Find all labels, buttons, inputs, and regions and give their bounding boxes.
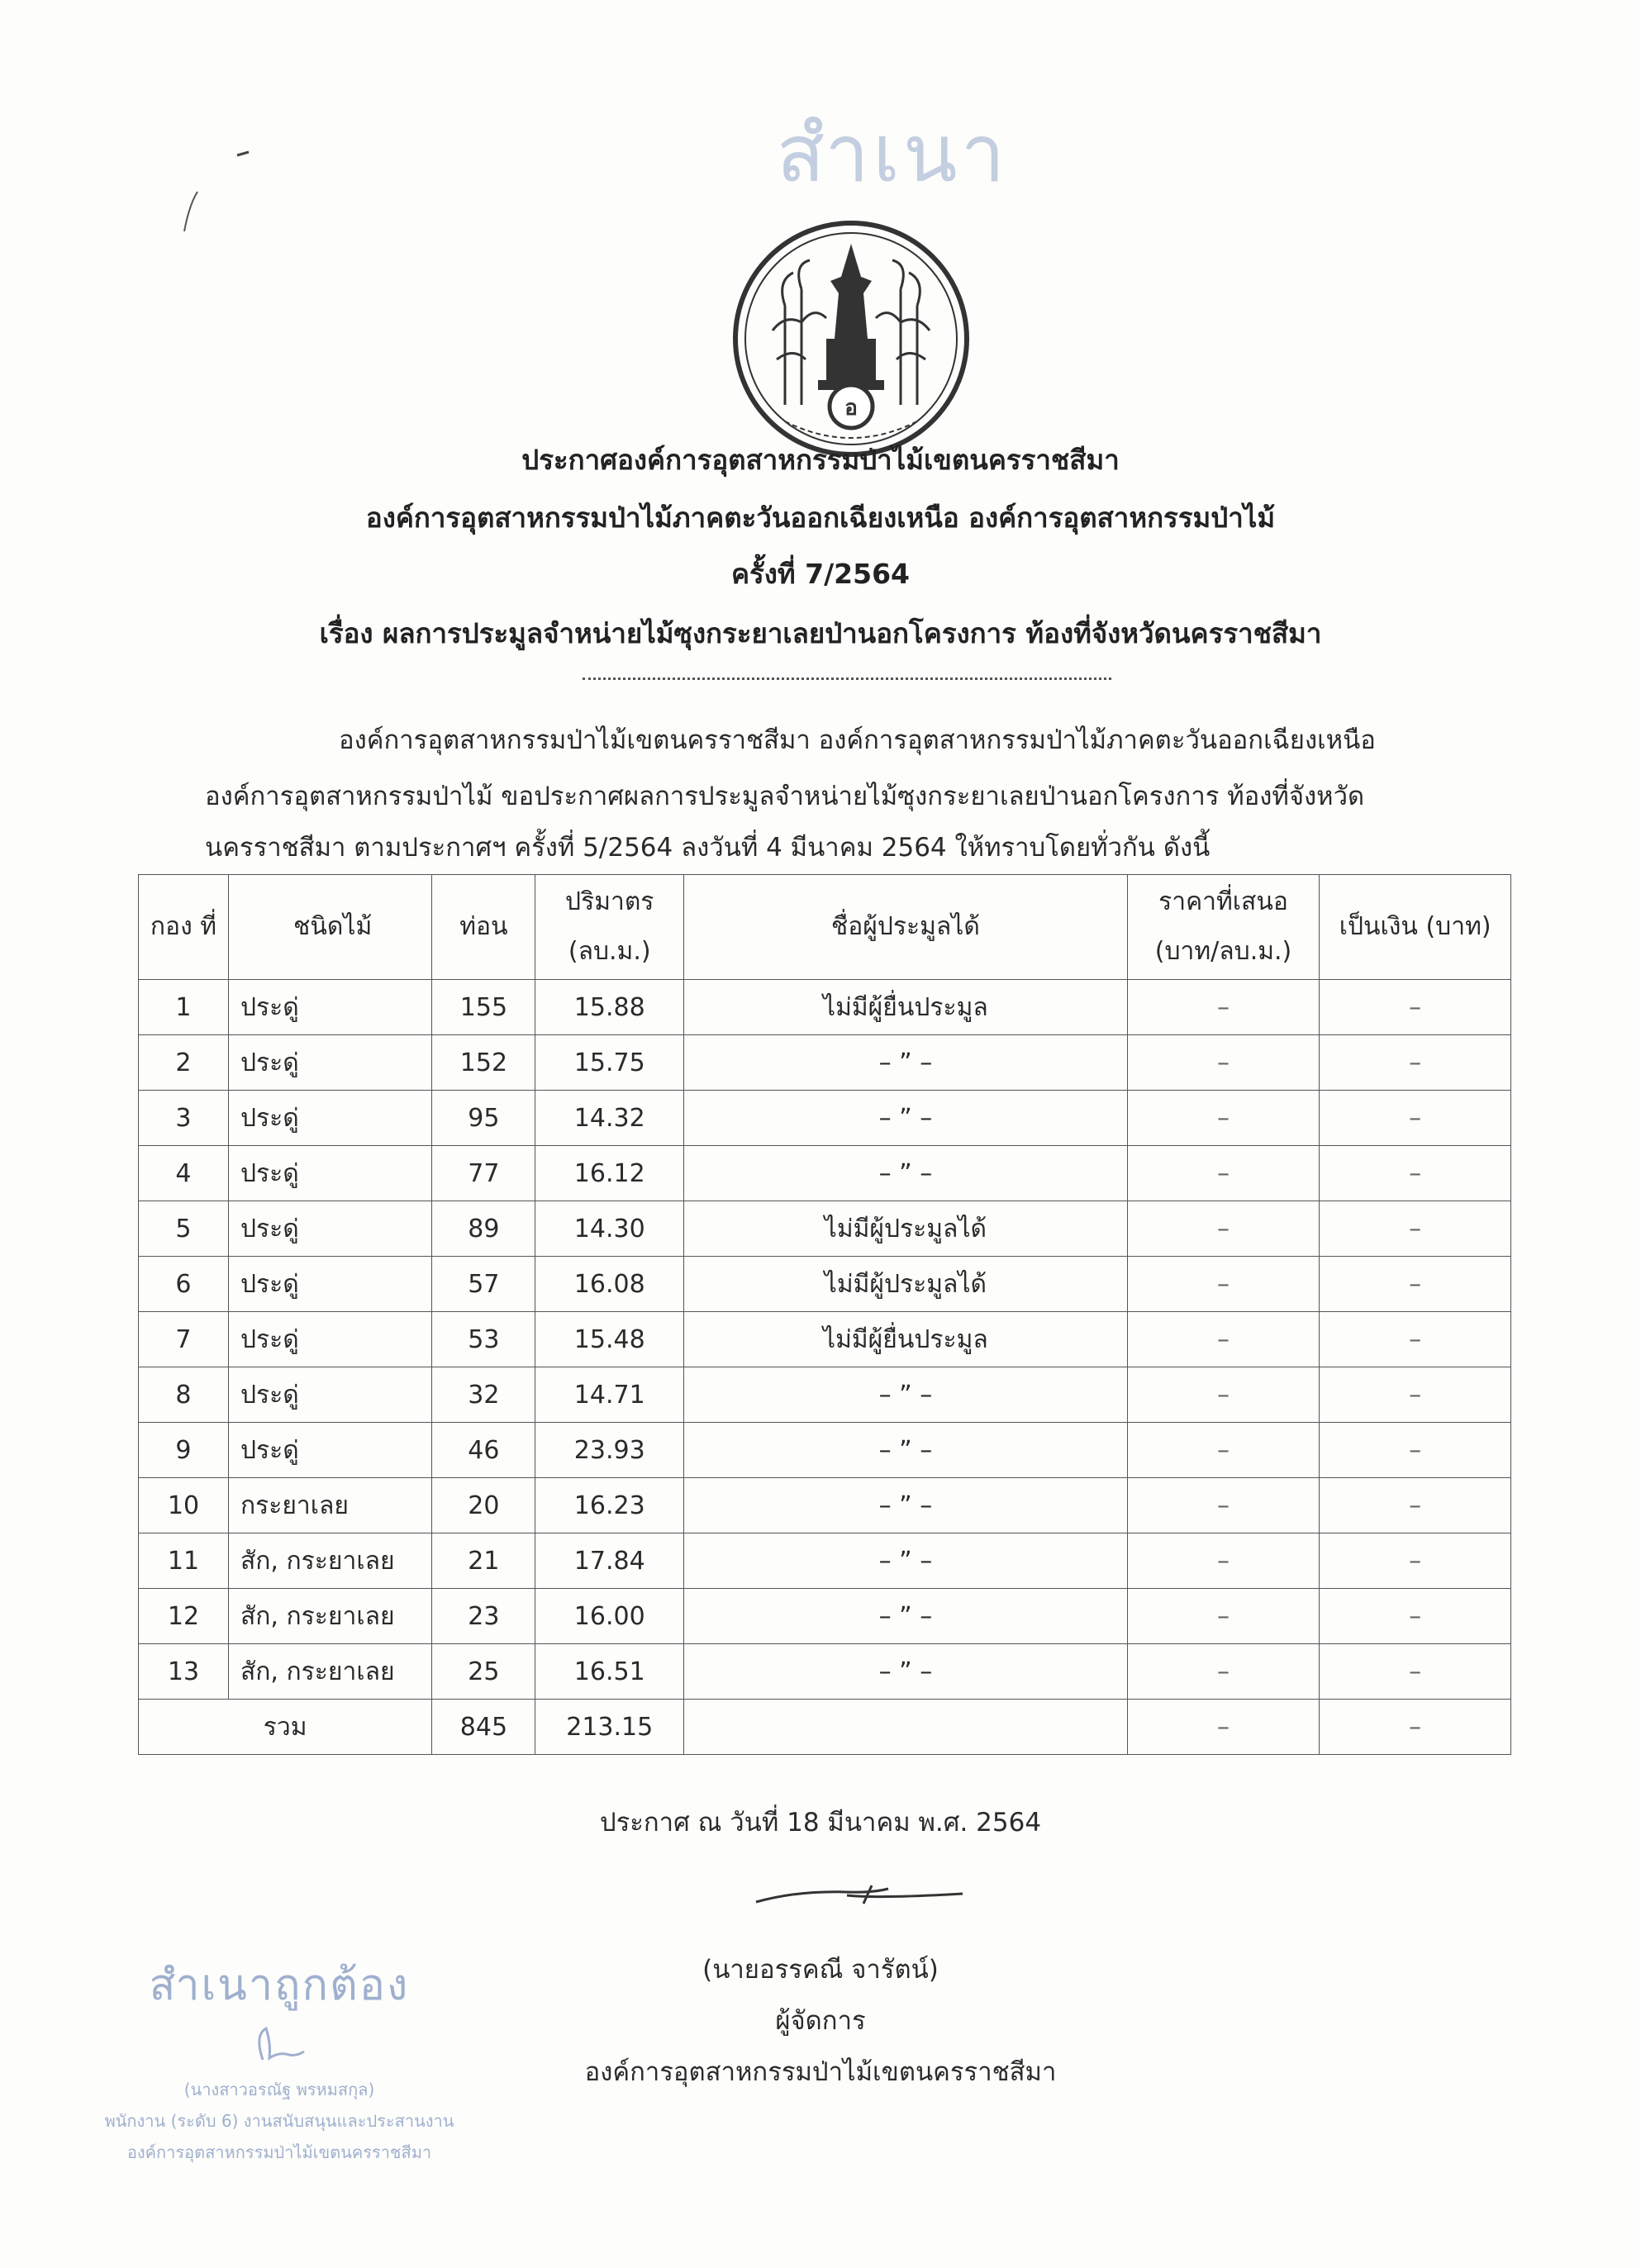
announcement-subject: เรื่อง ผลการประมูลจำหน่ายไม้ซุงกระยาเลยป่านอกโครงการ ท้องที่จังหวัดนครราชสีมา [319, 617, 1322, 649]
cell-bidder: – ” – [684, 1035, 1128, 1091]
cell-no: 3 [139, 1091, 229, 1146]
table-row [139, 1312, 1511, 1367]
auction-results-table [138, 874, 1511, 1755]
signature-icon [748, 1879, 971, 1912]
cell-species: ประดู่ [228, 1423, 431, 1478]
intro-line-2: องค์การอุตสาหกรรมป่าไม้ ขอประกาศผลการประมูลจำหน่ายไม้ซุงกระยาเลยป่านอกโครงการ ท้องที่จังหวัด [205, 782, 1365, 811]
cell-volume: 15.48 [535, 1312, 684, 1367]
header-amount: เป็นเงิน (บาท) [1320, 875, 1511, 980]
cell-species: สัก, กระยาเลย [228, 1644, 431, 1700]
table-header-row [139, 875, 1511, 980]
cell-bidder: – ” – [684, 1367, 1128, 1423]
intro-line-1: องค์การอุตสาหกรรมป่าไม้เขตนครราชสีมา องค์การอุตสาหกรรมป่าไม้ภาคตะวันออกเฉียงเหนือ [339, 725, 1376, 755]
cell-no: 11 [139, 1533, 229, 1589]
stamp-signature-icon [246, 2018, 312, 2068]
cell-volume: 14.71 [535, 1367, 684, 1423]
table-row [139, 1035, 1511, 1091]
cell-no: 9 [139, 1423, 229, 1478]
total-price: – [1127, 1700, 1319, 1755]
table-row [139, 1146, 1511, 1201]
cell-volume: 16.00 [535, 1589, 684, 1644]
cell-price: – [1127, 1035, 1319, 1091]
cell-bidder: – ” – [684, 1533, 1128, 1589]
cell-price: – [1127, 1478, 1319, 1533]
cell-no: 7 [139, 1312, 229, 1367]
cell-pieces: 32 [432, 1367, 535, 1423]
cell-amount: – [1320, 1312, 1511, 1367]
announcement-date: ประกาศ ณ วันที่ 18 มีนาคม พ.ศ. 2564 [599, 1808, 1042, 1838]
cell-amount: – [1320, 980, 1511, 1035]
organization-line: องค์การอุตสาหกรรมป่าไม้ภาคตะวันออกเฉียงเหนือ องค์การอุตสาหกรรมป่าไม้ [365, 502, 1276, 534]
cell-bidder: – ” – [684, 1423, 1128, 1478]
cell-no: 13 [139, 1644, 229, 1700]
cell-bidder: ไม่มีผู้ยื่นประมูล [684, 980, 1128, 1035]
cell-amount: – [1320, 1367, 1511, 1423]
table-row [139, 1478, 1511, 1533]
cell-bidder: – ” – [684, 1478, 1128, 1533]
svg-text:อ: อ [844, 396, 858, 421]
cell-species: สัก, กระยาเลย [228, 1533, 431, 1589]
cell-no: 6 [139, 1257, 229, 1312]
cell-no: 8 [139, 1367, 229, 1423]
table-body [139, 980, 1511, 1700]
cell-species: ประดู่ [228, 1201, 431, 1257]
cell-price: – [1127, 1644, 1319, 1700]
cell-no: 1 [139, 980, 229, 1035]
cell-price: – [1127, 1312, 1319, 1367]
total-pieces: 845 [432, 1700, 535, 1755]
cell-pieces: 23 [432, 1589, 535, 1644]
certified-copy-title: สำเนาถูกต้อง [149, 1961, 410, 2010]
cell-price: – [1127, 1533, 1319, 1589]
ink-mark [235, 149, 252, 160]
cell-volume: 16.12 [535, 1146, 684, 1201]
total-label: รวม [139, 1700, 432, 1755]
intro-line-3: นครราชสีมา ตามประกาศฯ ครั้งที่ 5/2564 ลงวันที่ 4 มีนาคม 2564 ให้ทราบโดยทั่วกัน ดังนี้ [205, 833, 1211, 863]
cell-pieces: 155 [432, 980, 535, 1035]
cell-pieces: 46 [432, 1423, 535, 1478]
cell-bidder: – ” – [684, 1589, 1128, 1644]
cell-pieces: 89 [432, 1201, 535, 1257]
cell-volume: 17.84 [535, 1533, 684, 1589]
certifier-organization: องค์การอุตสาหกรรมป่าไม้เขตนครราชสีมา [126, 2142, 432, 2162]
cell-species: ประดู่ [228, 1257, 431, 1312]
table-row [139, 1201, 1511, 1257]
cell-no: 10 [139, 1478, 229, 1533]
total-bidder [684, 1700, 1128, 1755]
signer-organization: องค์การอุตสาหกรรมป่าไม้เขตนครราชสีมา [584, 2057, 1057, 2087]
cell-amount: – [1320, 1589, 1511, 1644]
cell-price: – [1127, 1257, 1319, 1312]
cell-amount: – [1320, 1644, 1511, 1700]
organization-emblem-icon [727, 215, 975, 463]
cell-price: – [1127, 1201, 1319, 1257]
cell-species: ประดู่ [228, 980, 431, 1035]
cell-pieces: 25 [432, 1644, 535, 1700]
header-species: ชนิดไม้ [228, 875, 431, 980]
cell-volume: 23.93 [535, 1423, 684, 1478]
cell-pieces: 152 [432, 1035, 535, 1091]
cell-amount: – [1320, 1257, 1511, 1312]
cell-volume: 15.75 [535, 1035, 684, 1091]
cell-volume: 16.08 [535, 1257, 684, 1312]
cell-species: กระยาเลย [228, 1478, 431, 1533]
cell-pieces: 21 [432, 1533, 535, 1589]
cell-price: – [1127, 1423, 1319, 1478]
cell-price: – [1127, 1146, 1319, 1201]
header-price: ราคาที่เสนอ (บาท/ลบ.ม.) [1127, 875, 1319, 980]
header-pieces: ท่อน [432, 875, 535, 980]
total-amount: – [1320, 1700, 1511, 1755]
table-row [139, 1533, 1511, 1589]
cell-amount: – [1320, 1201, 1511, 1257]
table-row [139, 1091, 1511, 1146]
cell-no: 12 [139, 1589, 229, 1644]
cell-price: – [1127, 1589, 1319, 1644]
cell-price: – [1127, 1367, 1319, 1423]
announcement-number: ครั้งที่ 7/2564 [730, 558, 910, 590]
cell-volume: 16.23 [535, 1478, 684, 1533]
cell-no: 4 [139, 1146, 229, 1201]
cell-bidder: – ” – [684, 1091, 1128, 1146]
table-row [139, 1589, 1511, 1644]
cell-species: ประดู่ [228, 1091, 431, 1146]
cell-price: – [1127, 980, 1319, 1035]
certified-copy-stamp [64, 1950, 494, 2166]
copy-stamp-top: สำเนา [776, 107, 1009, 200]
table-row [139, 1367, 1511, 1423]
cell-amount: – [1320, 1478, 1511, 1533]
cell-pieces: 95 [432, 1091, 535, 1146]
dotted-divider [583, 678, 1111, 680]
cell-amount: – [1320, 1035, 1511, 1091]
cell-species: สัก, กระยาเลย [228, 1589, 431, 1644]
signer-name: (นายอรรคณี จารัตน์) [702, 1955, 939, 1985]
header-lot-no: กอง ที่ [139, 875, 229, 980]
cell-species: ประดู่ [228, 1367, 431, 1423]
cell-pieces: 77 [432, 1146, 535, 1201]
certifier-position: พนักงาน (ระดับ 6) งานสนับสนุนและประสานงาน [104, 2111, 454, 2131]
cell-bidder: ไม่มีผู้ประมูลได้ [684, 1201, 1128, 1257]
table-row [139, 1644, 1511, 1700]
cell-volume: 16.51 [535, 1644, 684, 1700]
table-row [139, 1423, 1511, 1478]
cell-species: ประดู่ [228, 1312, 431, 1367]
cell-amount: – [1320, 1146, 1511, 1201]
cell-bidder: – ” – [684, 1644, 1128, 1700]
cell-pieces: 53 [432, 1312, 535, 1367]
cell-species: ประดู่ [228, 1146, 431, 1201]
announcement-title: ประกาศองค์การอุตสาหกรรมป่าไม้เขตนครราชสีมา [521, 444, 1120, 476]
header-volume: ปริมาตร (ลบ.ม.) [535, 875, 684, 980]
cell-price: – [1127, 1091, 1319, 1146]
cell-species: ประดู่ [228, 1035, 431, 1091]
cell-volume: 14.32 [535, 1091, 684, 1146]
certifier-name: (นางสาวอรณัฐ พรหมสกุล) [183, 2080, 375, 2099]
cell-volume: 15.88 [535, 980, 684, 1035]
cell-amount: – [1320, 1423, 1511, 1478]
table-total-row [139, 1700, 1511, 1755]
table-row [139, 980, 1511, 1035]
table-row [139, 1257, 1511, 1312]
header-bidder: ชื่อผู้ประมูลได้ [684, 875, 1128, 980]
signer-title: ผู้จัดการ [775, 2006, 866, 2036]
cell-amount: – [1320, 1533, 1511, 1589]
cell-pieces: 20 [432, 1478, 535, 1533]
cell-pieces: 57 [432, 1257, 535, 1312]
cell-amount: – [1320, 1091, 1511, 1146]
cell-volume: 14.30 [535, 1201, 684, 1257]
cell-no: 2 [139, 1035, 229, 1091]
cell-bidder: ไม่มีผู้ประมูลได้ [684, 1257, 1128, 1312]
cell-bidder: – ” – [684, 1146, 1128, 1201]
total-volume: 213.15 [535, 1700, 684, 1755]
cell-no: 5 [139, 1201, 229, 1257]
ink-mark [178, 188, 202, 238]
cell-bidder: ไม่มีผู้ยื่นประมูล [684, 1312, 1128, 1367]
